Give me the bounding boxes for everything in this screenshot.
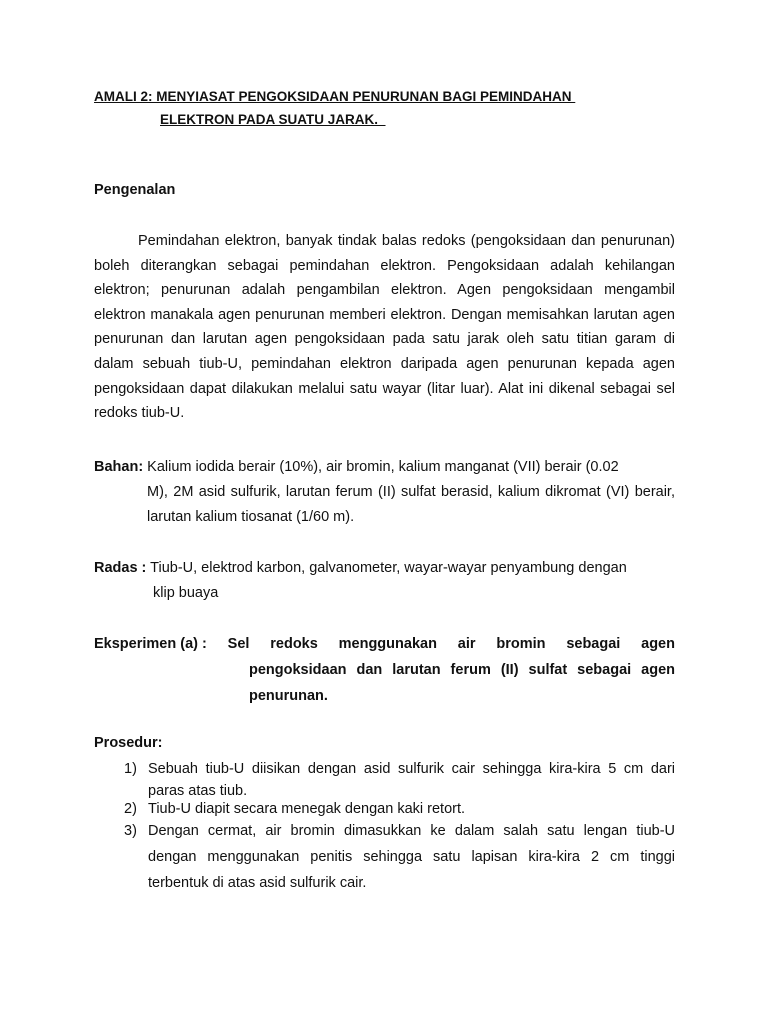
title-line-1: AMALI 2: MENYIASAT PENGOKSIDAAN PENURUNAN BAGI PEMINDAHAN <box>94 89 576 104</box>
intro-paragraph: Pemindahan elektron, banyak tindak balas redoks (pengoksidaan dan penurunan) boleh diterangkan sebagai pemindahan elektron. Pengoksidaan adalah kehilangan elektron; penurunan adalah pengambilan elektron. Agen pengoksidaan mengambil elektron manakala agen penurunan memberi elektron. Dengan memisahkan larutan agen penurunan dan larutan agen pengoksidaan pada satu jarak oleh satu titian garam di dalam sebuah tiub-U, pemindahan elektron daripada agen penurunan kepada agen pengoksidaan dapat dilakukan melalui satu wayar (litar luar). Alat ini dikenal sebagai sel redoks tiub-U. <box>94 233 675 422</box>
materials-line-1: Kalium iodida berair (10%), air bromin, kalium manganat (VII) berair (0.02 <box>143 459 619 475</box>
intro-heading: Pengenalan <box>94 182 176 198</box>
materials-continuation: M), 2M asid sulfurik, larutan ferum (II) sulfat berasid, kalium dikromat (VI) berair, larutan kalium tiosanat (1/60 m). <box>147 484 675 525</box>
procedure-step <box>124 800 675 818</box>
experiment-label: Eksperimen (a) : <box>94 636 207 652</box>
procedure-step <box>124 818 675 896</box>
experiment-section <box>94 631 675 709</box>
procedure-step <box>124 758 675 802</box>
apparatus-section <box>94 556 675 606</box>
step-text: Tiub-U diapit secara menegak dengan kaki retort. <box>148 801 466 817</box>
experiment-word: Sel <box>227 636 250 652</box>
experiment-word: sebagai <box>566 636 621 652</box>
experiment-word: menggunakan <box>338 636 437 652</box>
apparatus-line-1: Tiub-U, elektrod karbon, galvanometer, wayar-wayar penyambung dengan <box>146 560 627 576</box>
step-text: Dengan cermat, air bromin dimasukkan ke dalam salah satu lengan tiub-U dengan menggunakan penitis sehingga satu lapisan kira-kira 2 cm tinggi terbentuk di atas asid sulfurik cair. <box>148 823 675 891</box>
procedure-heading: Prosedur: <box>94 735 163 751</box>
apparatus-continuation: klip buaya <box>153 585 219 601</box>
title-line-2: ELEKTRON PADA SUATU JARAK. <box>160 112 386 127</box>
experiment-continuation: pengoksidaan dan larutan ferum (II) sulfat sebagai agen penurunan. <box>249 662 675 704</box>
materials-label: Bahan: <box>94 459 144 475</box>
experiment-first-line <box>94 631 675 657</box>
step-number: 1) <box>124 761 137 777</box>
step-number: 3) <box>124 823 137 839</box>
step-number: 2) <box>124 801 137 817</box>
experiment-word: air <box>457 636 476 652</box>
experiment-word: redoks <box>270 636 318 652</box>
step-text: Sebuah tiub-U diisikan dengan asid sulfurik cair sehingga kira-kira 5 cm dari paras atas tiub. <box>148 761 675 799</box>
experiment-word: bromin <box>496 636 546 652</box>
experiment-word: agen <box>641 636 675 652</box>
apparatus-label: Radas : <box>94 560 147 576</box>
materials-section <box>94 455 675 530</box>
